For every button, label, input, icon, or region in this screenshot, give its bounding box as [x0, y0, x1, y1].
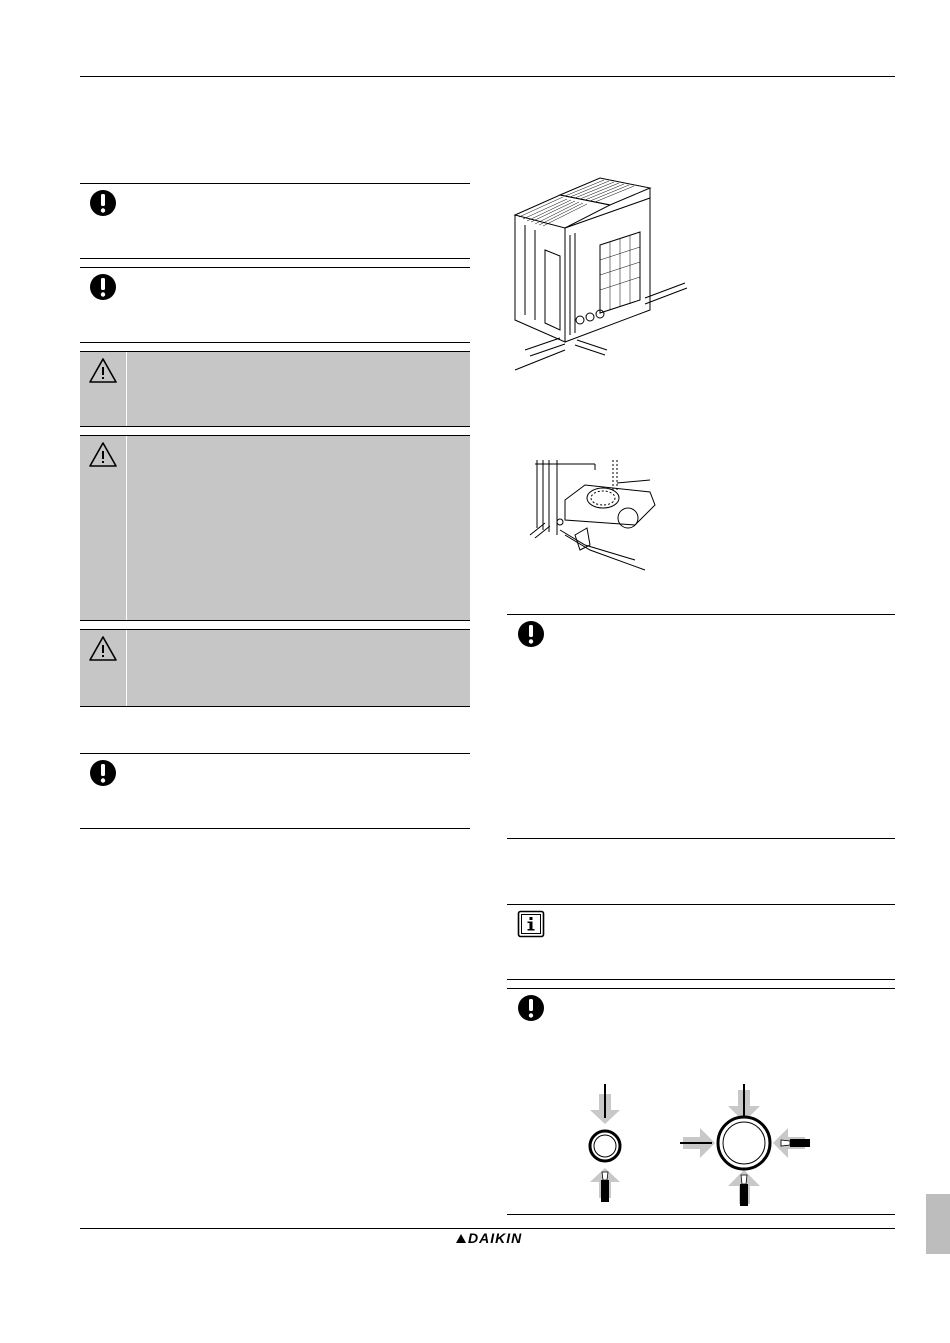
warning-triangle-icon [88, 634, 118, 664]
footer-rule [80, 1228, 895, 1229]
daikin-logo [456, 1230, 522, 1246]
pipe-crush-illustration [580, 1084, 810, 1209]
caution-box [80, 629, 470, 707]
warning-triangle-icon [88, 440, 118, 470]
caution-divider [126, 436, 127, 620]
caution-divider [126, 630, 127, 706]
daikin-logo-mark [456, 1234, 466, 1243]
caution-box [80, 435, 470, 621]
notice-box [80, 753, 470, 829]
piping-detail-illustration [525, 450, 675, 575]
daikin-logo-text: DAIKIN [468, 1230, 523, 1246]
info-icon [516, 909, 546, 939]
notice-box [80, 267, 470, 343]
notice-box [80, 183, 470, 259]
info-box [507, 904, 895, 980]
notice-box [507, 614, 895, 839]
notice-box [507, 988, 895, 1215]
exclamation-icon [88, 272, 118, 302]
outdoor-unit-illustration [505, 170, 695, 375]
header-rule [80, 76, 895, 77]
exclamation-icon [88, 188, 118, 218]
exclamation-icon [516, 993, 546, 1023]
exclamation-icon [88, 758, 118, 788]
side-tab [926, 1194, 950, 1254]
caution-box [80, 351, 470, 427]
caution-divider [126, 352, 127, 426]
exclamation-icon [516, 619, 546, 649]
warning-triangle-icon [88, 356, 118, 386]
